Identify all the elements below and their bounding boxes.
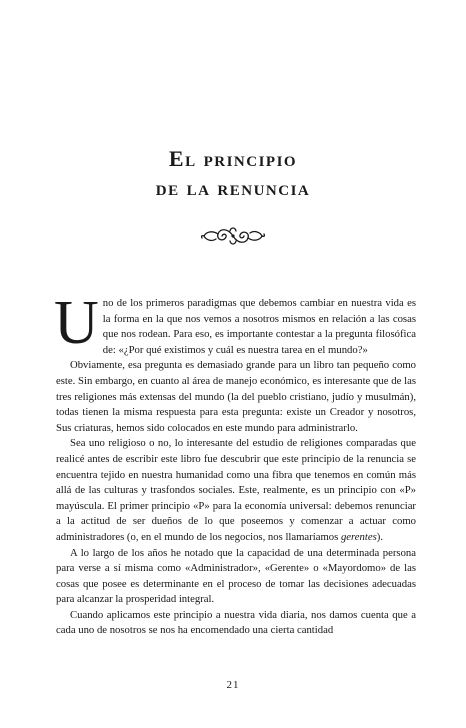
paragraph-3-text-b: ). (376, 530, 383, 543)
paragraph-1 (54, 289, 416, 358)
paragraph-4: A lo largo de los años he notado que la capacidad de una determinada persona para verse a sí misma como «Administrador», «Gerente» o «Mayordomo» de las cosas que posee es determinante en el proceso de tomar las decisiones adecuadas para alcanzar la prosperidad integral. (56, 546, 416, 606)
floral-ornament-icon (200, 222, 266, 250)
emphasis-gerentes: gerentes (340, 530, 377, 543)
paragraph-2: Obviamente, esa pregunta es demasiado grande para un libro tan pequeño como este. Sin embargo, en cuanto al área de manejo económico, es interesante que de las tres religiones más extensas del mundo (la del pueblo cristiano, judío y musulmán), todas tienen la misma respuesta para esta pregunta: existe un Creador y nosotros, Sus criaturas, hemos sido colocados en este mundo para administrarlo. (56, 359, 416, 434)
drop-cap: U (54, 289, 99, 357)
chapter-title-line-1: El principio (168, 146, 298, 171)
page-number: 21 (226, 679, 240, 691)
paragraph-1-text: no de los primeros paradigmas que debemos cambiar en nuestra vida es la forma en la que nos vemos a nosotros mismos en relación a las cosas que nos rodean. Para eso, es importante contestar a la pregunta filosófica de: «¿Por qué existimos y cuál es nuestra tarea en el mundo?» (102, 297, 416, 356)
chapter-body (54, 289, 416, 639)
paragraph-3-text-a: Sea uno religioso o no, lo interesante del estudio de religiones comparadas que realicé antes de escribir este libro fue descubrir que este principio de la renuncia se encuentra tejido en nuestra humanidad como una fibra que tenemos en común más allá de las culturas y trasfondos sociales. Este, realmente, es un principio con «P» mayúscula. El primer principio «P» para la economía universal: debemos renunciar a la actitud de ser dueños de lo que poseemos y comenzar a actuar como administradores (o, en el mundo de los negocios, nos llamaríamos (56, 437, 416, 543)
paragraph-5: Cuando aplicamos este principio a nuestra vida diaria, nos damos cuenta que a cada uno de nosotros se nos ha encomendado una cierta cantidad (56, 608, 416, 637)
chapter-title-line-2: de la renuncia (155, 175, 311, 200)
paragraph-3 (56, 436, 416, 545)
